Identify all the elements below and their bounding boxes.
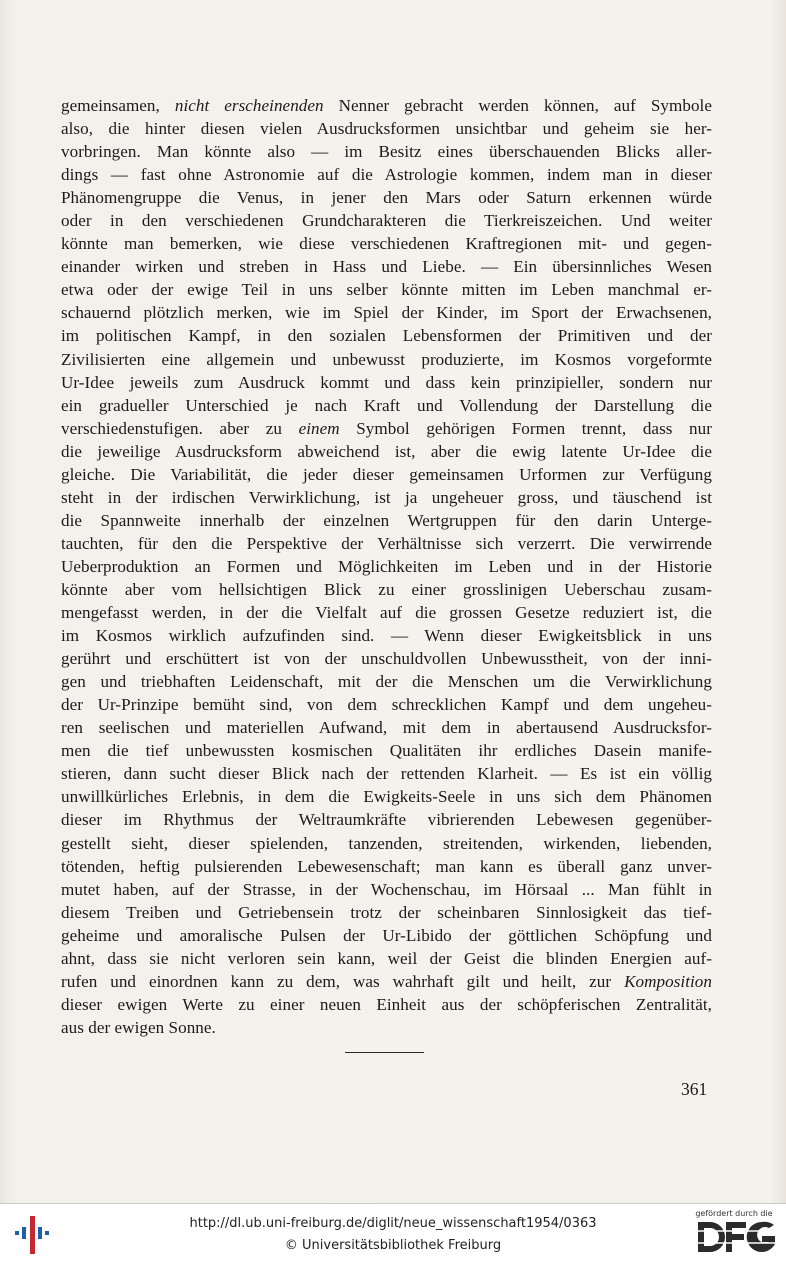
text-line — [61, 186, 712, 209]
italic-emphasis: einem — [298, 418, 340, 438]
copyright-notice: © Universitätsbibliothek Freiburg — [284, 1238, 502, 1253]
text-line — [61, 94, 712, 117]
text-line — [61, 624, 712, 647]
text-run: men die tief unbewussten kosmischen Qualitäten ihr erdliches Dasein manife- — [61, 741, 712, 761]
text-line — [61, 970, 712, 993]
text-run: Phänomengruppe die Venus, in jener den Mars oder Saturn erkennen würde — [61, 188, 712, 208]
text-run: dings — fast ohne Astronomie auf die Astrologie kommen, indem man in dieser — [61, 165, 712, 185]
text-run: oder in den verschiedenen Grundcharakteren die Tierkreiszeichen. Und weiter — [61, 211, 712, 231]
text-line — [61, 785, 712, 808]
text-run: tötenden, heftig pulsierenden Lebewesenschaft; man kann es überall ganz unver- — [61, 856, 712, 876]
text-run: gestellt sieht, dieser spielenden, tanzenden, streitenden, wirkenden, liebenden, — [61, 833, 712, 853]
text-line — [61, 555, 712, 578]
text-run: einander wirken und streben in Hass und Liebe. — Ein übersinnliches Wesen — [61, 257, 712, 277]
text-run: dieser ewigen Werte zu einer neuen Einheit aus der schöpferischen Zentralität, — [61, 994, 712, 1014]
text-run: tauchten, für den die Perspektive der Verhältnisse sich verzerrt. Die verwirrende — [61, 533, 712, 553]
text-line — [61, 578, 712, 601]
text-line — [61, 278, 712, 301]
text-run: aus der ewigen Sonne. — [61, 1017, 216, 1037]
text-run: Symbol gehörigen Formen trennt, dass nur — [339, 418, 712, 438]
text-line — [61, 209, 712, 232]
text-line — [61, 463, 712, 486]
text-line — [61, 924, 712, 947]
text-run: verschiedenstufigen. aber zu — [61, 418, 299, 438]
text-run: die Spannweite innerhalb der einzelnen Wertgruppen für den darin Unterge- — [61, 510, 712, 530]
text-run: gen und triebhaften Leidenschaft, mit der die Menschen um die Verwirklichung — [61, 672, 712, 692]
text-line — [61, 739, 712, 762]
text-run: die jeweilige Ausdrucksform abweichend ist, aber die ewig latente Ur-Idee die — [61, 441, 712, 461]
text-line — [61, 348, 712, 371]
text-run: mengefasst werden, in der die Vielfalt auf die grossen Gesetze reduziert ist, die — [61, 603, 712, 623]
text-line — [61, 532, 712, 555]
text-run: ein gradueller Unterschied je nach Kraft und Vollendung der Darstellung die — [61, 395, 712, 415]
text-line — [61, 901, 712, 924]
text-line — [61, 693, 712, 716]
text-line — [61, 878, 712, 901]
text-run: ren seelischen und materiellen Aufwand, mit dem in abertausend Ausdrucksfor- — [61, 718, 712, 738]
text-run: im politischen Kampf, in den sozialen Lebensformen der Primitiven und der — [61, 326, 712, 346]
text-line — [61, 647, 712, 670]
text-line — [61, 232, 712, 255]
text-line — [61, 1016, 712, 1039]
text-run: diesem Treiben und Getriebensein trotz der scheinbaren Sinnlosigkeit das tief- — [61, 902, 712, 922]
text-run: Nenner gebracht werden können, auf Symbole — [323, 96, 712, 115]
text-line — [61, 324, 712, 347]
text-line — [61, 808, 712, 831]
text-line — [61, 601, 712, 624]
text-run: vorbringen. Man könnte also — im Besitz eines überschauenden Blicks aller- — [61, 142, 712, 162]
text-line — [61, 993, 712, 1016]
text-run: Ueberproduktion an Formen und Möglichkeiten im Leben und in der Historie — [61, 556, 712, 576]
text-line — [61, 301, 712, 324]
text-line — [61, 255, 712, 278]
italic-emphasis: nicht erscheinenden — [174, 96, 324, 115]
text-line — [61, 832, 712, 855]
text-run: dieser im Rhythmus der Weltraumkräfte vibrierenden Lebewesen gegenüber- — [61, 810, 712, 830]
text-run: im Kosmos wirklich aufzufinden sind. — Wenn dieser Ewigkeitsblick in uns — [61, 626, 712, 646]
text-line — [61, 509, 712, 532]
section-end-rule — [345, 1052, 424, 1053]
text-run: stieren, dann sucht dieser Blick nach der rettenden Klarheit. — Es ist ein völlig — [61, 764, 712, 784]
text-run: ahnt, dass sie nicht verloren sein kann, weil der Geist die blinden Energien auf- — [61, 948, 712, 968]
text-run: gleiche. Die Variabilität, die jeder dieser gemeinsamen Urformen zur Verfügung — [61, 464, 712, 484]
text-run: geheime und amoralische Pulsen der Ur-Libido der göttlichen Schöpfung und — [61, 925, 712, 945]
text-run: Zivilisierten eine allgemein und unbewusst produzierte, im Kosmos vorgeformte — [61, 349, 712, 369]
text-line — [61, 486, 712, 509]
text-run: steht in der irdischen Verwirklichung, ist ja ungeheuer gross, und täuschend ist — [61, 487, 712, 507]
text-line — [61, 762, 712, 785]
text-line — [61, 947, 712, 970]
text-line — [61, 670, 712, 693]
text-line — [61, 440, 712, 463]
text-run: unwillkürliches Erlebnis, in dem die Ewigkeits-Seele in uns sich dem Phänomen — [61, 787, 712, 807]
text-line — [61, 140, 712, 163]
document-url-link[interactable]: http://dl.ub.uni-freiburg.de/diglit/neue_wissenschaft1954/0363 — [189, 1216, 597, 1231]
text-line — [61, 163, 712, 186]
text-run: gemeinsamen, — [61, 96, 175, 115]
text-line — [61, 855, 712, 878]
text-run: könnte man bemerken, wie diese verschiedenen Kraftregionen mit- und gegen- — [61, 234, 712, 254]
text-run: etwa oder der ewige Teil in uns selber könnte mitten im Leben manchmal er- — [61, 280, 712, 300]
italic-emphasis: Komposition — [624, 971, 712, 991]
text-run: gerührt und erschüttert ist von der unschuldvollen Unbewusstheit, von der inni- — [61, 649, 712, 669]
text-line — [61, 117, 712, 140]
page-number: 361 — [681, 1079, 708, 1099]
text-run: schauernd plötzlich merken, wie im Spiel der Kinder, im Sport der Erwachsenen, — [61, 303, 712, 323]
text-run: also, die hinter diesen vielen Ausdrucksformen unsichtbar und geheim sie her- — [61, 119, 712, 139]
body-text — [61, 94, 712, 1039]
dfg-logo-icon[interactable] — [696, 1220, 776, 1254]
text-run: der Ur-Prinzipe bemüht sind, von dem schrecklichen Kampf und dem ungeheu- — [61, 695, 712, 715]
text-line — [61, 371, 712, 394]
text-line — [61, 716, 712, 739]
text-line — [61, 417, 712, 440]
text-line — [61, 394, 712, 417]
text-run: Ur-Idee jeweils zum Ausdruck kommt und dass kein prinzipieller, sondern nur — [61, 372, 712, 392]
text-run: könnte aber vom hellsichtigen Blick zu einer grosslinigen Ueberschau zusam- — [61, 579, 712, 599]
dfg-caption: gefördert durch die — [695, 1209, 773, 1218]
text-run: rufen und einordnen kann zu dem, was wahrhaft gilt und heilt, zur — [61, 971, 625, 991]
viewer-footer — [0, 1203, 786, 1261]
text-run: mutet haben, auf der Strasse, in der Wochenschau, im Hörsaal ... Man fühlt in — [61, 879, 712, 899]
